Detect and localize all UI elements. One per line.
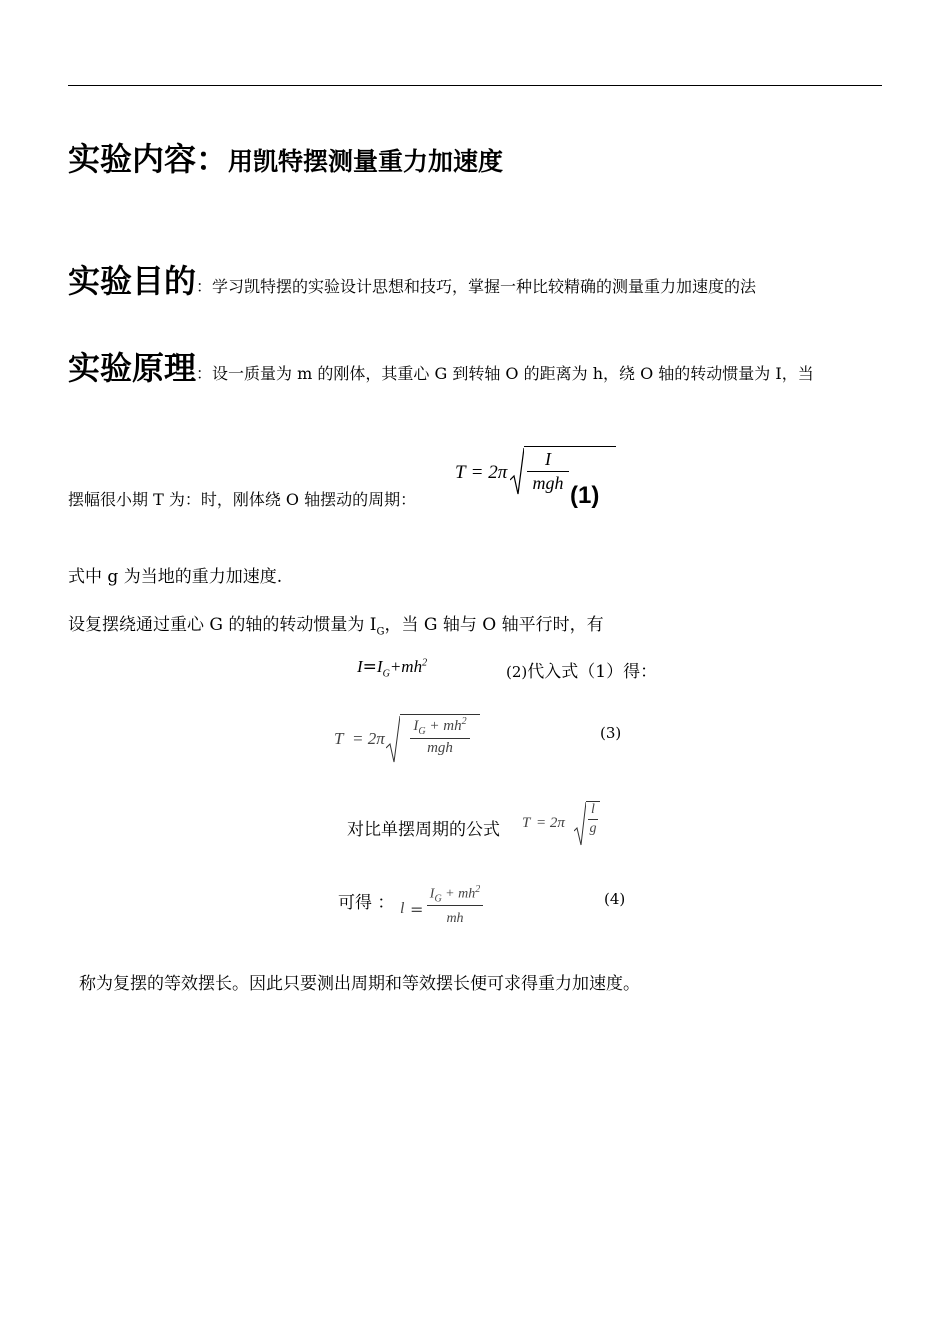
section-purpose-label: 实验目的	[68, 262, 197, 300]
formula-3-num-sub: G	[418, 726, 426, 737]
section-principle	[68, 343, 814, 389]
formula-3-num-i: I	[413, 718, 419, 734]
formula-4-num-sub: G	[434, 893, 442, 905]
formula-4-den: mh	[446, 911, 464, 927]
simple-pendulum-text: 对比单摆周期的公式	[347, 820, 500, 840]
formula-2-tail: 代入式（1）得：	[527, 662, 658, 682]
formula-2-eq: =	[362, 657, 377, 677]
section-principle-text: 设一质量为 m 的刚体，其重心 G 到转轴 O 的距离为 h，绕 O 轴的转动惯量为 I，当	[212, 364, 814, 383]
sqrt-sign-1	[510, 446, 524, 496]
formula-4-tag: (4)	[604, 890, 626, 908]
formula-3-fraction	[400, 716, 480, 757]
section-content-title: 用凯特摆测量重力加速度	[228, 147, 504, 176]
inertia-note-suffix: ，当 G 轴与 O 轴平行时，有	[384, 615, 604, 635]
section-principle-colon: ：	[196, 364, 213, 383]
formula-3	[334, 712, 484, 768]
inertia-note-sub: G	[376, 626, 385, 638]
formula-4-fraction	[422, 884, 488, 927]
formula-1-eq: = 2π	[470, 462, 508, 483]
formula-2-sup: 2	[422, 657, 428, 669]
formula-1	[455, 444, 564, 493]
formula-1-den: mgh	[532, 473, 564, 493]
period-line-text: 摆幅很小期 T 为：时，刚体绕 O 轴摆动的周期：	[68, 490, 417, 509]
formula-1-label: (1)	[570, 482, 600, 509]
section-principle-label: 实验原理	[68, 349, 197, 387]
formula-simple-num: l	[588, 802, 598, 820]
formula-2-tag: (2)	[506, 663, 528, 681]
formula-3-eq: = 2π	[352, 729, 385, 748]
conclusion-line: 称为复摆的等效摆长。因此只要测出周期和等效摆长便可求得重力加速度。	[79, 974, 640, 994]
formula-simple-fraction	[586, 802, 600, 837]
formula-3-lhs: T	[334, 729, 344, 748]
gravity-note: 式中 g 为当地的重力加速度.	[68, 567, 283, 587]
formula-1-lhs: T	[455, 462, 466, 483]
formula-1-fraction	[527, 449, 569, 494]
formula-4-num-rest: + mh	[445, 886, 476, 902]
formula-simple-den: g	[589, 821, 597, 836]
formula-simple-lhs: T	[522, 815, 531, 831]
header-rule	[68, 85, 882, 86]
formula-simple	[520, 800, 610, 850]
formula-3-tag: (3)	[600, 724, 622, 742]
formula-2-i: I	[357, 657, 363, 676]
section-content-heading	[68, 134, 503, 180]
sqrt-sign-simple	[574, 801, 586, 847]
section-purpose-colon: ：	[196, 277, 213, 296]
formula-4-lhs: l	[400, 900, 405, 917]
formula-4-prefix: 可得 ：	[338, 893, 395, 913]
formula-2-ig-sub: G	[382, 668, 390, 680]
formula-simple-eq: = 2π	[536, 815, 565, 831]
formula-3-num-rest: + mh	[429, 718, 462, 734]
formula-2-mh: +mh	[389, 657, 423, 676]
inertia-note-prefix: 设复摆绕通过重心 G 的轴的转动惯量为 I	[68, 615, 377, 635]
formula-3-den: mgh	[427, 740, 453, 756]
formula-2	[357, 657, 427, 679]
formula-4	[398, 884, 498, 936]
formula-4-num-sup: 2	[475, 884, 481, 895]
formula-3-num-sup: 2	[461, 716, 467, 727]
formula-4-eq: =	[410, 900, 424, 919]
section-content-label: 实验内容：	[68, 140, 229, 178]
sqrt-sign-3	[386, 714, 400, 764]
formula-2-tag-line	[506, 657, 657, 682]
section-purpose-text: 学习凯特摆的实验设计思想和技巧，掌握一种比较精确的测量重力加速度的法	[212, 277, 757, 296]
formula-1-num: I	[527, 449, 569, 472]
inertia-note	[68, 610, 604, 637]
formula-2-ig: I	[376, 657, 383, 676]
formula-4-num-i: I	[429, 886, 435, 902]
section-purpose	[68, 256, 756, 302]
